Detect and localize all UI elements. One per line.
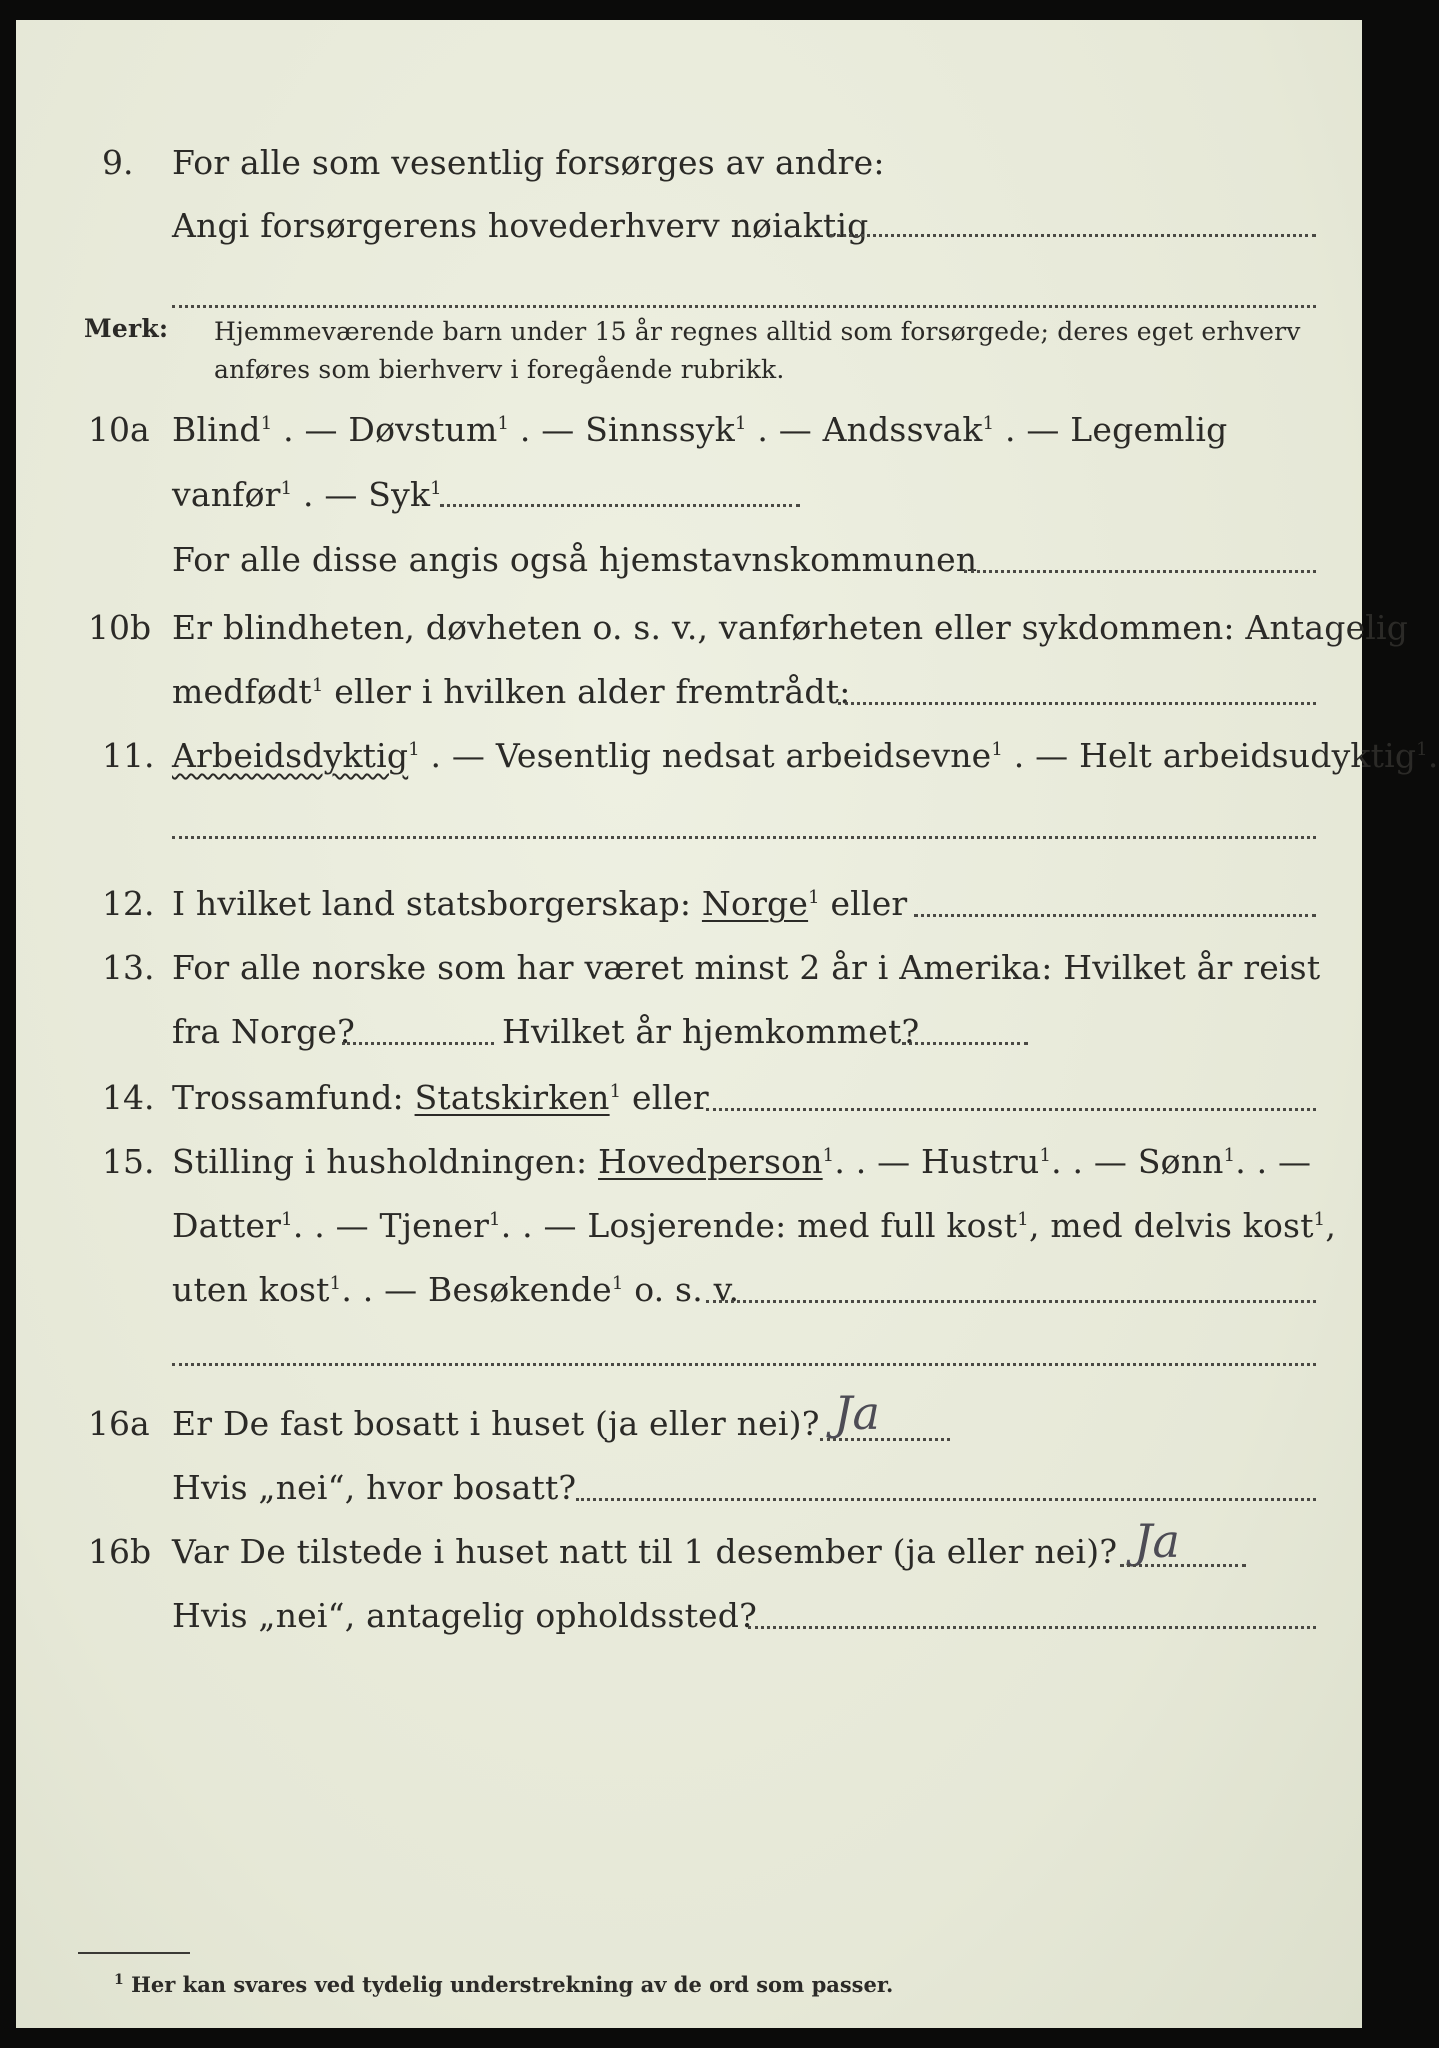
q15-answer-line[interactable] (706, 1300, 1316, 1303)
q10b-text-1: Er blindheten, døvheten o. s. v., vanførheten eller sykdommen: Antagelig (172, 608, 1409, 647)
option-andssvak[interactable]: Andssvak (822, 410, 983, 449)
q10b-number: 10b (88, 608, 152, 647)
q16a-answer-line[interactable] (820, 1438, 950, 1441)
q15-number: 15. (102, 1142, 155, 1181)
q10a-options-line-2: vanfør$^1$ . — Syk$^1$ (172, 475, 442, 514)
q10a-followup-line[interactable] (964, 570, 1316, 573)
q9-text: Angi forsørgerens hovederhverv nøiaktig (172, 206, 869, 245)
option-norge-selected[interactable]: Norge (701, 884, 809, 923)
q16b-text: Var De tilstede i huset natt til 1 desember (ja eller nei)? (172, 1532, 1118, 1571)
q12-number: 12. (102, 884, 155, 923)
q12-text: I hvilket land statsborgerskap: Norge$^1$ eller (172, 884, 908, 923)
q10b-text-2: medfødt$^1$ eller i hvilken alder fremtrådt: (172, 672, 851, 711)
q15-text-2: Datter$^1$. . — Tjener$^1$. . — Losjerende: med full kost$^1$, med delvis kost$^1$, (172, 1206, 1337, 1245)
note-text-2: anføres som bierhverv i foregående rubrikk. (214, 355, 785, 384)
q16b-number: 16b (88, 1532, 152, 1571)
option-delvis-kost[interactable]: med delvis kost (1050, 1206, 1314, 1245)
form-page (16, 20, 1439, 2028)
option-sinnssyk[interactable]: Sinnssyk (585, 410, 735, 449)
note-label: Merk: (84, 314, 169, 343)
option-vanfor[interactable]: vanfør (172, 475, 281, 514)
q13-number: 13. (102, 948, 155, 987)
q9-heading: For alle som vesentlig forsørges av andre: (172, 143, 885, 182)
option-hustru[interactable]: Hustru (921, 1142, 1040, 1181)
q13-text-1: For alle norske som har været minst 2 år i Amerika: Hvilket år reist (172, 948, 1321, 987)
footnote-rule (78, 1952, 190, 1954)
footnote-text: $^1$ Her kan svares ved tydelig understrekning av de ord som passer. (114, 1972, 894, 1997)
option-tjener[interactable]: Tjener (379, 1206, 490, 1245)
q13-departure-line[interactable] (342, 1042, 494, 1045)
q9-answer-line-2[interactable] (172, 305, 1316, 308)
option-statskirken-selected[interactable]: Statskirken (414, 1078, 610, 1117)
note-text-1: Hjemmeværende barn under 15 år regnes alltid som forsørgede; deres eget erhverv (214, 317, 1301, 346)
option-sonn[interactable]: Sønn (1137, 1142, 1224, 1181)
q10b-answer-line[interactable] (838, 702, 1316, 705)
option-full-kost[interactable]: med full kost (797, 1206, 1018, 1245)
q13-return-line[interactable] (902, 1042, 1028, 1045)
q16a-text: Er De fast bosatt i huset (ja eller nei)? (172, 1404, 820, 1443)
q10a-number: 10a (88, 410, 150, 449)
q10a-answer-line[interactable] (440, 504, 800, 507)
q14-text: Trossamfund: Statskirken$^1$ eller (172, 1078, 709, 1117)
option-legemlig[interactable]: Legemlig (1070, 410, 1228, 449)
q11-options-line: Arbeidsdyktig$^1$ . — Vesentlig nedsat arbeidsevne$^1$ . — Helt arbeidsudyktig$^1$. (172, 736, 1439, 775)
option-helt-arbeidsudyktig[interactable]: Helt arbeidsudyktig (1079, 736, 1417, 775)
q16b-followup: Hvis „nei“, antagelig opholdssted? (172, 1596, 757, 1635)
q10a-options-line: Blind$^1$ . — Døvstum$^1$ . — Sinnssyk$^1$ . — Andssvak$^1$ . — Legemlig (172, 410, 1228, 449)
q16b-handwritten-answer[interactable]: Ja (1134, 1514, 1180, 1568)
q9-number: 9. (102, 143, 134, 182)
option-datter[interactable]: Datter (172, 1206, 282, 1245)
option-besokende[interactable]: Besøkende (428, 1270, 612, 1309)
q10a-followup: For alle disse angis også hjemstavnskommunen (172, 540, 978, 579)
q13-text-2b: Hvilket år hjemkommet? (502, 1012, 920, 1051)
q16b-followup-line[interactable] (748, 1626, 1316, 1629)
option-blind[interactable]: Blind (172, 410, 261, 449)
option-hovedperson-selected[interactable]: Hovedperson (598, 1142, 823, 1181)
option-vesentlig-nedsat[interactable]: Vesentlig nedsat arbeidsevne (495, 736, 992, 775)
q13-text-2a: fra Norge? (172, 1012, 356, 1051)
option-medfodt[interactable]: medfødt (172, 672, 312, 711)
option-arbeidsdyktig-selected[interactable]: Arbeidsdyktig (172, 736, 409, 775)
q15-text-1: Stilling i husholdningen: Hovedperson$^1$. . — Hustru$^1$. . — Sønn$^1$. . — (172, 1142, 1312, 1181)
q11-answer-line[interactable] (172, 836, 1316, 839)
option-uten-kost[interactable]: uten kost (172, 1270, 330, 1309)
q9-answer-line[interactable] (830, 234, 1316, 237)
q16a-number: 16a (88, 1404, 150, 1443)
q12-answer-line[interactable] (914, 914, 1316, 917)
q14-answer-line[interactable] (706, 1108, 1316, 1111)
q11-number: 11. (102, 736, 155, 775)
q15-text-3: uten kost$^1$. . — Besøkende$^1$ o. s. v. (172, 1270, 740, 1309)
q15-answer-line-2[interactable] (172, 1363, 1316, 1366)
footnote-marker: 1 (260, 413, 273, 434)
q16a-followup: Hvis „nei“, hvor bosatt? (172, 1468, 577, 1507)
q14-number: 14. (102, 1078, 155, 1117)
q16a-handwritten-answer[interactable]: Ja (834, 1386, 880, 1440)
q16a-followup-line[interactable] (576, 1498, 1316, 1501)
option-dovstum[interactable]: Døvstum (348, 410, 498, 449)
q16b-answer-line[interactable] (1120, 1564, 1246, 1567)
option-syk[interactable]: Syk (368, 475, 431, 514)
